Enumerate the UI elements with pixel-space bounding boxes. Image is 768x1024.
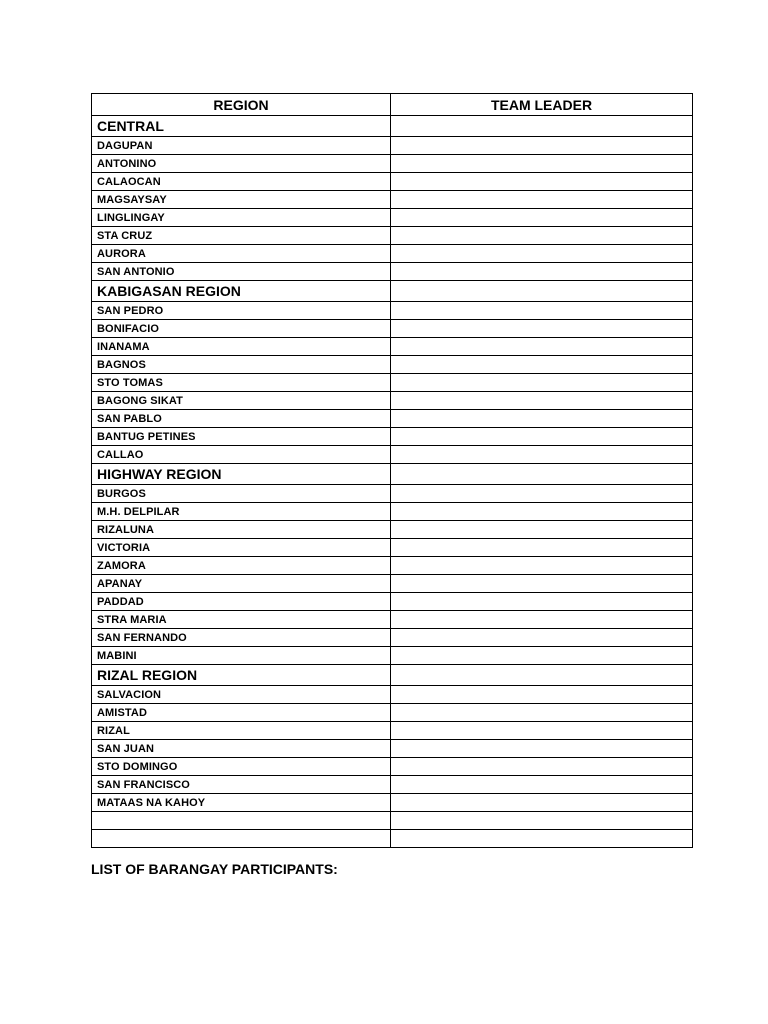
barangay-row (92, 320, 693, 338)
barangay-row (92, 338, 693, 356)
team-leader-cell (391, 137, 693, 155)
barangay-name: BONIFACIO (92, 320, 391, 338)
barangay-row (92, 704, 693, 722)
barangay-row (92, 722, 693, 740)
region-row (92, 464, 693, 485)
barangay-name: BURGOS (92, 485, 391, 503)
team-leader-cell (391, 281, 693, 302)
team-leader-cell (391, 320, 693, 338)
team-leader-cell (391, 593, 693, 611)
team-leader-cell (391, 155, 693, 173)
barangay-name: CALLAO (92, 446, 391, 464)
team-leader-cell (391, 356, 693, 374)
barangay-name: CALAOCAN (92, 173, 391, 191)
barangay-row (92, 392, 693, 410)
barangay-name: MAGSAYSAY (92, 191, 391, 209)
team-leader-cell (391, 794, 693, 812)
barangay-row (92, 356, 693, 374)
barangay-name: M.H. DELPILAR (92, 503, 391, 521)
team-leader-cell (391, 464, 693, 485)
barangay-name: PADDAD (92, 593, 391, 611)
team-leader-cell (391, 575, 693, 593)
barangay-row (92, 575, 693, 593)
barangay-row (92, 794, 693, 812)
barangay-name: STO DOMINGO (92, 758, 391, 776)
team-leader-cell (391, 629, 693, 647)
barangay-row (92, 758, 693, 776)
barangay-row (92, 539, 693, 557)
barangay-row (92, 593, 693, 611)
barangay-row (92, 686, 693, 704)
barangay-row (92, 155, 693, 173)
barangay-row (92, 302, 693, 320)
team-leader-cell (391, 173, 693, 191)
barangay-name: SAN FERNANDO (92, 629, 391, 647)
team-leader-cell (391, 740, 693, 758)
region-header: REGION (92, 94, 391, 116)
barangay-name: RIZALUNA (92, 521, 391, 539)
team-leader-cell (391, 503, 693, 521)
barangay-name: RIZAL (92, 722, 391, 740)
team-leader-cell (391, 812, 693, 830)
barangay-name: SALVACION (92, 686, 391, 704)
barangay-name: SAN PABLO (92, 410, 391, 428)
team-leader-cell (391, 686, 693, 704)
team-leader-cell (391, 374, 693, 392)
barangay-row (92, 647, 693, 665)
barangay-name: STRA MARIA (92, 611, 391, 629)
team-leader-cell (391, 704, 693, 722)
barangay-row (92, 503, 693, 521)
barangay-name: ZAMORA (92, 557, 391, 575)
team-leader-cell (391, 302, 693, 320)
team-leader-cell (391, 485, 693, 503)
team-leader-cell (391, 116, 693, 137)
team-leader-cell (391, 263, 693, 281)
team-leader-cell (391, 665, 693, 686)
team-leader-cell (391, 245, 693, 263)
barangay-name: ANTONINO (92, 155, 391, 173)
region-row (92, 281, 693, 302)
team-leader-cell (391, 830, 693, 848)
barangay-name: AURORA (92, 245, 391, 263)
barangay-row (92, 611, 693, 629)
empty-row (92, 812, 693, 830)
team-leader-cell (391, 647, 693, 665)
table-body (92, 116, 693, 848)
barangay-row (92, 374, 693, 392)
team-leader-cell (391, 338, 693, 356)
barangay-name: INANAMA (92, 338, 391, 356)
barangay-row (92, 410, 693, 428)
team-leader-cell (391, 722, 693, 740)
team-leader-cell (391, 428, 693, 446)
barangay-name (92, 812, 391, 830)
barangay-name (92, 830, 391, 848)
barangay-row (92, 521, 693, 539)
barangay-row (92, 485, 693, 503)
barangay-name: AMISTAD (92, 704, 391, 722)
team-leader-cell (391, 191, 693, 209)
region-row (92, 116, 693, 137)
team-leader-header: TEAM LEADER (391, 94, 693, 116)
barangay-name: SAN FRANCISCO (92, 776, 391, 794)
team-leader-cell (391, 209, 693, 227)
team-leader-cell (391, 758, 693, 776)
barangay-name: SAN JUAN (92, 740, 391, 758)
barangay-name: VICTORIA (92, 539, 391, 557)
region-name: HIGHWAY REGION (92, 464, 391, 485)
region-name: CENTRAL (92, 116, 391, 137)
participants-table (91, 93, 693, 848)
region-name: RIZAL REGION (92, 665, 391, 686)
region-row (92, 665, 693, 686)
barangay-row (92, 191, 693, 209)
barangay-row (92, 557, 693, 575)
team-leader-cell (391, 392, 693, 410)
barangay-row (92, 137, 693, 155)
team-leader-cell (391, 539, 693, 557)
team-leader-cell (391, 557, 693, 575)
barangay-name: LINGLINGAY (92, 209, 391, 227)
barangay-row (92, 428, 693, 446)
list-title: LIST OF BARANGAY PARTICIPANTS: (91, 861, 338, 877)
team-leader-cell (391, 776, 693, 794)
team-leader-cell (391, 410, 693, 428)
barangay-row (92, 245, 693, 263)
team-leader-cell (391, 227, 693, 245)
barangay-name: SAN ANTONIO (92, 263, 391, 281)
barangay-row (92, 227, 693, 245)
barangay-name: BANTUG PETINES (92, 428, 391, 446)
barangay-row (92, 263, 693, 281)
team-leader-cell (391, 611, 693, 629)
region-name: KABIGASAN REGION (92, 281, 391, 302)
barangay-row (92, 776, 693, 794)
barangay-row (92, 446, 693, 464)
barangay-row (92, 173, 693, 191)
barangay-name: APANAY (92, 575, 391, 593)
barangay-name: STO TOMAS (92, 374, 391, 392)
header-row (92, 94, 693, 116)
empty-row (92, 830, 693, 848)
barangay-row (92, 209, 693, 227)
barangay-name: MABINI (92, 647, 391, 665)
barangay-name: STA CRUZ (92, 227, 391, 245)
barangay-name: BAGNOS (92, 356, 391, 374)
team-leader-cell (391, 446, 693, 464)
barangay-name: DAGUPAN (92, 137, 391, 155)
barangay-row (92, 629, 693, 647)
barangay-name: SAN PEDRO (92, 302, 391, 320)
barangay-name: BAGONG SIKAT (92, 392, 391, 410)
barangay-name: MATAAS NA KAHOY (92, 794, 391, 812)
barangay-row (92, 740, 693, 758)
team-leader-cell (391, 521, 693, 539)
